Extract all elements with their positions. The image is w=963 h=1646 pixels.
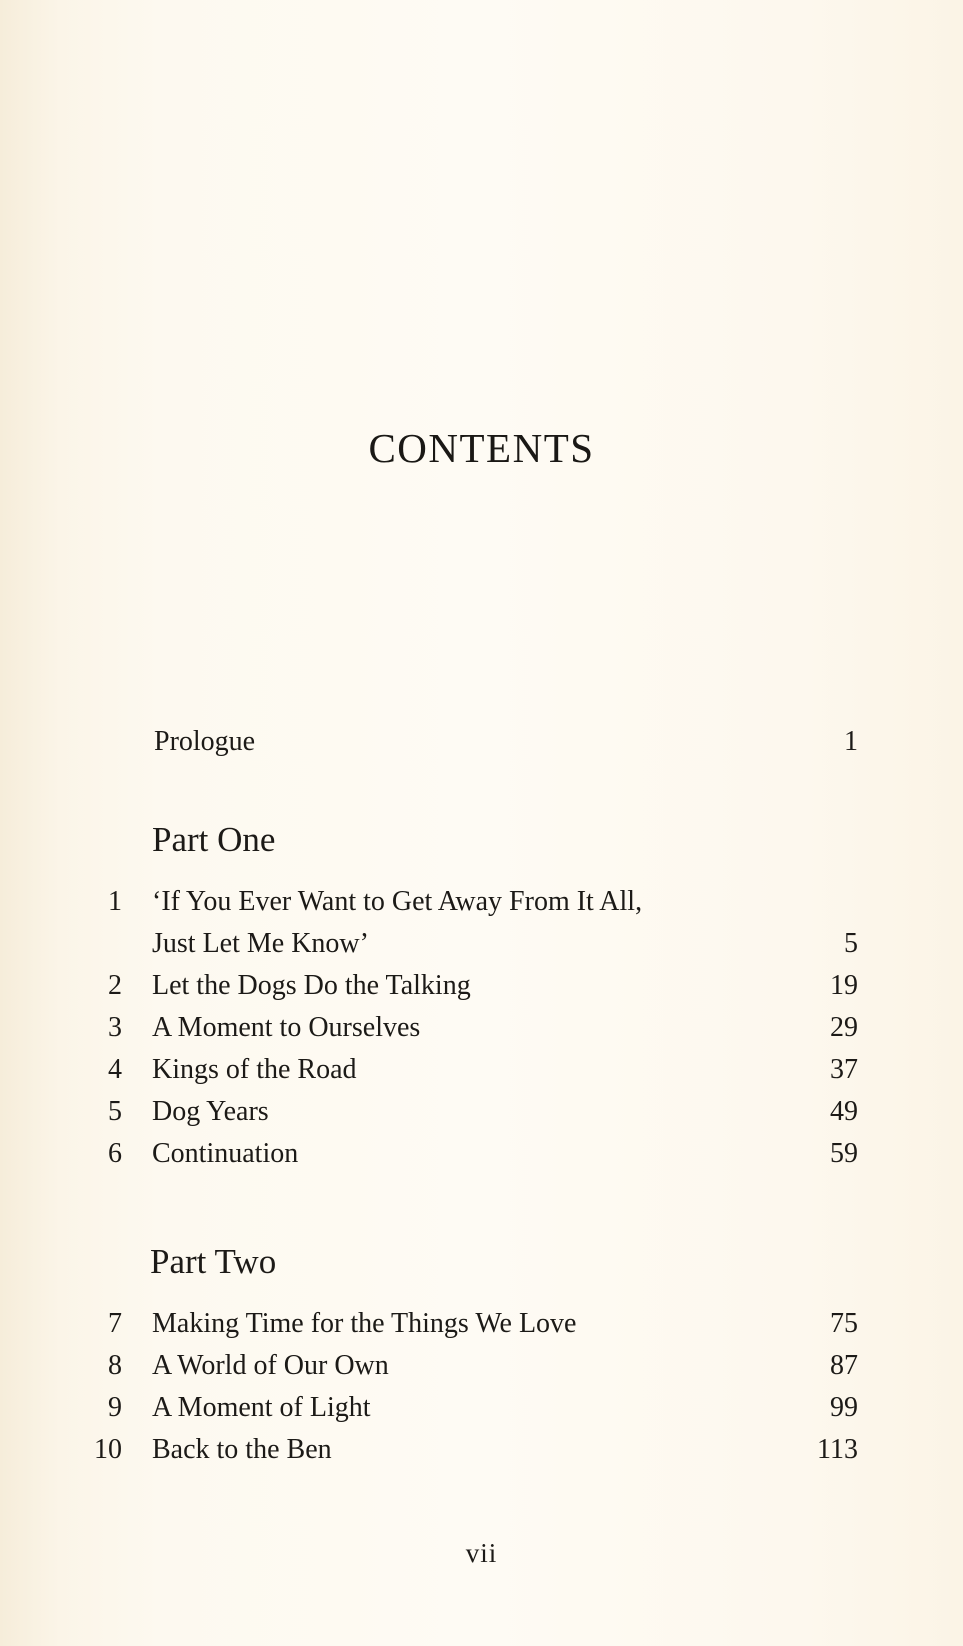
chapter-number: 6 [108, 1138, 122, 1169]
chapter-number: 3 [108, 1012, 122, 1043]
chapter-title-line-1: ‘If You Ever Want to Get Away From It All, [152, 886, 643, 917]
toc-entry-chapter-5 [80, 1090, 858, 1134]
chapter-title: Let the Dogs Do the Talking [152, 970, 471, 1001]
toc-entry-chapter-6 [80, 1132, 858, 1176]
chapter-title: Making Time for the Things We Love [152, 1308, 577, 1339]
toc-entry-chapter-1 [80, 880, 858, 924]
chapter-title: Back to the Ben [152, 1434, 332, 1465]
part-one-heading: Part One [152, 820, 276, 859]
toc-entry-chapter-9 [80, 1386, 858, 1430]
toc-entry-chapter-1-continued [80, 922, 858, 966]
toc-entry-chapter-3 [80, 1006, 858, 1050]
chapter-page-number: 49 [830, 1096, 858, 1127]
toc-entry-chapter-10 [80, 1428, 858, 1472]
chapter-page-number: 113 [817, 1434, 858, 1465]
chapter-page-number: 5 [844, 928, 858, 959]
entry-page-number: 1 [844, 726, 858, 757]
chapter-page-number: 75 [830, 1308, 858, 1339]
chapter-page-number: 37 [830, 1054, 858, 1085]
chapter-page-number: 99 [830, 1392, 858, 1423]
chapter-number: 2 [108, 970, 122, 1001]
chapter-number: 8 [108, 1350, 122, 1381]
chapter-title: Continuation [152, 1138, 299, 1169]
toc-entry-chapter-4 [80, 1048, 858, 1092]
chapter-title-line-2: Just Let Me Know’ [152, 928, 369, 959]
chapter-page-number: 59 [830, 1138, 858, 1169]
chapter-title: A Moment of Light [152, 1392, 371, 1423]
chapter-title: A World of Our Own [152, 1350, 389, 1381]
chapter-title: Dog Years [152, 1096, 269, 1127]
chapter-page-number: 87 [830, 1350, 858, 1381]
page-folio: vii [465, 1538, 498, 1568]
chapter-page-number: 29 [830, 1012, 858, 1043]
chapter-number: 1 [108, 886, 122, 917]
chapter-number: 4 [108, 1054, 122, 1085]
page-title: CONTENTS [368, 425, 595, 471]
chapter-page-number: 19 [830, 970, 858, 1001]
toc-entry-chapter-8 [80, 1344, 858, 1388]
chapter-number: 5 [108, 1096, 122, 1127]
entry-label: Prologue [154, 726, 256, 757]
toc-entry-prologue [80, 720, 858, 764]
chapter-number: 7 [108, 1308, 122, 1339]
toc-entry-chapter-7 [80, 1302, 858, 1346]
chapter-number: 10 [94, 1434, 122, 1465]
chapter-number: 9 [108, 1392, 122, 1423]
chapter-title: A Moment to Ourselves [152, 1012, 421, 1043]
part-two-heading: Part Two [150, 1242, 277, 1281]
toc-entry-chapter-2 [80, 964, 858, 1008]
chapter-title: Kings of the Road [152, 1054, 357, 1085]
